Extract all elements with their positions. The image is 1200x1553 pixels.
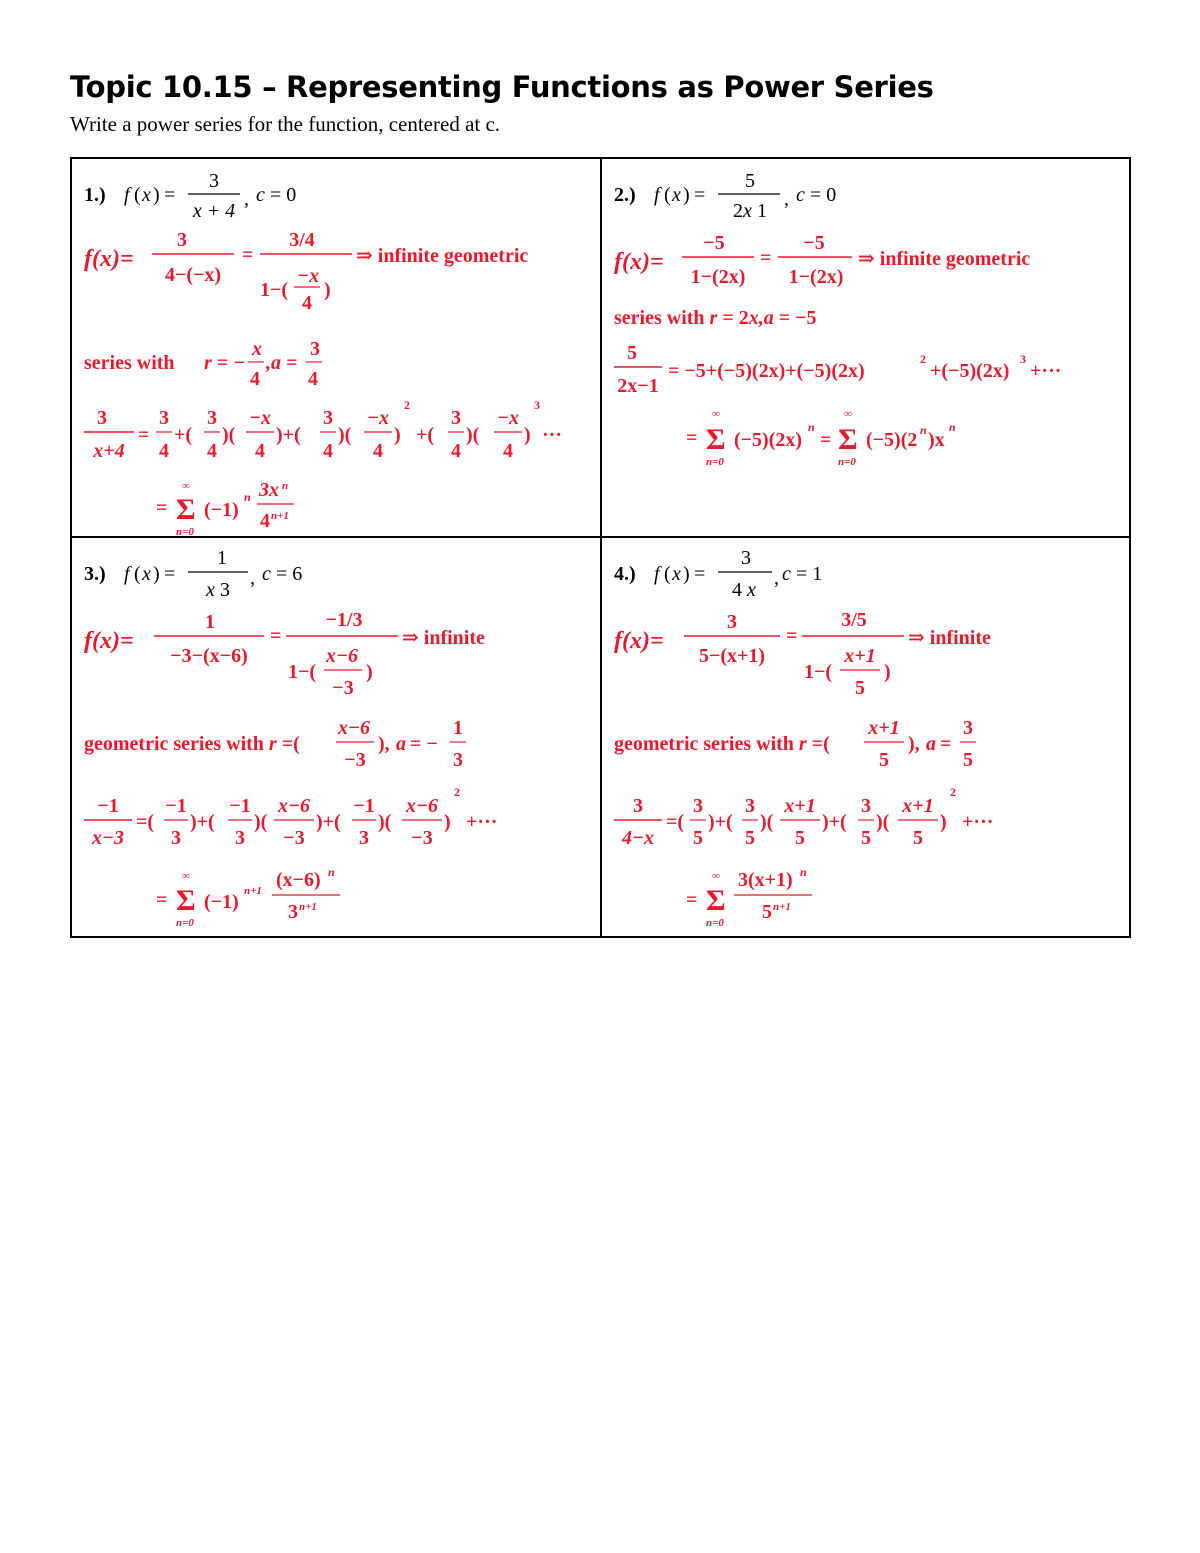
svg-text:5: 5: [762, 901, 772, 923]
svg-text:4: 4: [451, 440, 461, 462]
svg-text:= 0: = 0: [270, 184, 297, 206]
svg-text:(−5)(2: (−5)(2: [866, 429, 918, 451]
problem-3-cell: [72, 538, 600, 936]
svg-text:3: 3: [963, 717, 973, 739]
problem-3-number: 3.): [84, 563, 106, 585]
svg-text:r = −: r = −: [204, 352, 246, 374]
svg-text:x: x: [672, 184, 681, 206]
svg-text:c: c: [796, 184, 805, 206]
problem-4-step3: 3: [633, 795, 643, 817]
svg-text:1: 1: [453, 717, 463, 739]
svg-text:5: 5: [795, 827, 805, 849]
svg-text:n: n: [328, 865, 335, 879]
svg-text:=: =: [164, 184, 176, 206]
instructions: Write a power series for the function, centered at c.: [70, 112, 501, 136]
problem-1-number: 1.): [84, 184, 106, 206]
svg-text:f: f: [124, 563, 130, 585]
svg-text:): ): [394, 424, 401, 446]
svg-text:x−6: x−6: [405, 795, 439, 817]
problem-1-cell: [72, 159, 600, 536]
svg-text:x+1: x+1: [844, 645, 876, 667]
svg-text:2x−1: 2x−1: [617, 375, 659, 397]
svg-text:Σ: Σ: [706, 884, 726, 917]
problem-1-center-c: c: [256, 184, 265, 206]
svg-text:f: f: [654, 563, 660, 585]
problem-4-step1: f(x)=: [614, 628, 664, 654]
svg-text:+···: +···: [1030, 360, 1062, 382]
problem-1-fx: f: [124, 184, 130, 206]
svg-text:4: 4: [503, 440, 513, 462]
svg-text:5: 5: [879, 749, 889, 771]
svg-text:Σ: Σ: [706, 423, 726, 456]
svg-text:−3−(x−6): −3−(x−6): [170, 645, 248, 667]
svg-text:Σ: Σ: [838, 423, 858, 456]
svg-text:4: 4: [260, 510, 270, 532]
svg-text:n+1: n+1: [773, 901, 791, 913]
svg-text:4: 4: [159, 440, 169, 462]
problem-1-step1: f(x)=: [84, 246, 134, 272]
svg-text:(: (: [664, 184, 671, 206]
svg-text:): ): [324, 279, 331, 301]
svg-text:4−(−x): 4−(−x): [164, 264, 222, 286]
svg-text:−5: −5: [703, 232, 725, 254]
svg-text:3: 3: [693, 795, 703, 817]
svg-text:(x−6): (x−6): [276, 869, 321, 891]
problem-4-cell: [602, 538, 1129, 936]
svg-text:(: (: [664, 563, 671, 585]
svg-text:)(: )(: [378, 811, 392, 833]
svg-text:3: 3: [159, 407, 169, 429]
svg-text:)x: )x: [928, 429, 945, 451]
svg-text:,: ,: [244, 188, 249, 210]
svg-text:n: n: [282, 480, 289, 492]
svg-text:a: a: [926, 733, 936, 755]
svg-text:x+1: x+1: [784, 795, 816, 817]
problem-1-step2: series with: [84, 352, 175, 374]
svg-text:)+(: )+(: [822, 811, 847, 833]
svg-text:): ): [366, 661, 373, 683]
svg-text:−x: −x: [366, 407, 390, 429]
svg-text:a: a: [396, 733, 406, 755]
svg-text:−1: −1: [353, 795, 375, 817]
problem-1-step3: 3: [97, 407, 107, 429]
svg-text:)+(: )+(: [316, 811, 341, 833]
problem-2-numerator: 5: [745, 170, 755, 192]
svg-text:Σ: Σ: [176, 493, 196, 526]
svg-text:=: =: [138, 424, 150, 446]
svg-text:3: 3: [727, 611, 737, 633]
problem-4-denominator: 4 x: [732, 579, 756, 601]
svg-text:Σ: Σ: [176, 884, 196, 917]
svg-text:,: ,: [250, 567, 255, 589]
svg-text:x−6: x−6: [325, 645, 359, 667]
svg-text:=: =: [164, 563, 176, 585]
svg-text:−3: −3: [332, 677, 354, 699]
svg-text:3/4: 3/4: [289, 229, 315, 251]
svg-text:−5: −5: [803, 232, 825, 254]
svg-text:=: =: [242, 244, 254, 266]
svg-text:): ): [683, 563, 690, 585]
problem-3-step2: geometric series with r =(: [84, 733, 300, 755]
svg-text:): ): [884, 661, 891, 683]
svg-text:x: x: [142, 563, 151, 585]
svg-text:2: 2: [920, 352, 926, 366]
svg-text:n=0: n=0: [706, 456, 724, 468]
problem-3-numerator: 1: [217, 547, 227, 569]
svg-text:): ): [524, 424, 531, 446]
problem-1-solution: [72, 159, 600, 536]
svg-text:−3: −3: [411, 827, 433, 849]
problem-1-denominator: x + 4: [192, 200, 236, 222]
svg-text:=(: =(: [136, 811, 155, 833]
problem-3-step1-note: ⇒ infinite: [402, 627, 485, 649]
svg-text:=: =: [694, 563, 706, 585]
svg-text:),: ),: [378, 733, 390, 755]
svg-text:−1: −1: [229, 795, 251, 817]
problem-4-step1-note: ⇒ infinite: [908, 627, 991, 649]
svg-text:)(: )(: [466, 424, 480, 446]
svg-text:c: c: [262, 563, 271, 585]
svg-text:=: =: [940, 733, 952, 755]
svg-text:4−x: 4−x: [621, 827, 655, 849]
svg-text:5: 5: [963, 749, 973, 771]
svg-text:−3: −3: [283, 827, 305, 849]
svg-text:3/5: 3/5: [841, 609, 867, 631]
svg-text:,a =: ,a =: [266, 352, 298, 374]
svg-text:n: n: [808, 420, 815, 434]
svg-text:n: n: [949, 420, 956, 434]
svg-text:= 0: = 0: [810, 184, 837, 206]
svg-text:5: 5: [693, 827, 703, 849]
svg-text:x+1: x+1: [868, 717, 900, 739]
svg-text:): ): [153, 184, 160, 206]
svg-text:4: 4: [250, 368, 260, 390]
svg-text:5: 5: [745, 827, 755, 849]
problem-4-step2: geometric series with r =(: [614, 733, 830, 755]
problem-4-numerator: 3: [741, 547, 751, 569]
svg-text:3: 3: [207, 407, 217, 429]
svg-text:,: ,: [774, 567, 779, 589]
problem-1-step1-note: ⇒ infinite geometric: [356, 245, 529, 267]
svg-text:c: c: [782, 563, 791, 585]
svg-text:n=0: n=0: [176, 526, 194, 536]
problem-1-numerator: 3: [209, 170, 219, 192]
svg-text:3: 3: [745, 795, 755, 817]
svg-text:3x: 3x: [259, 479, 279, 501]
svg-text:1−(: 1−(: [804, 661, 833, 683]
svg-text:1: 1: [205, 611, 215, 633]
svg-text:)+(: )+(: [708, 811, 733, 833]
svg-text:f: f: [654, 184, 660, 206]
svg-text:−1: −1: [165, 795, 187, 817]
svg-text:)(: )(: [876, 811, 890, 833]
svg-text:1−(: 1−(: [260, 279, 289, 301]
problem-4-step4: =: [686, 889, 698, 911]
svg-text:)(: )(: [338, 424, 352, 446]
svg-text:)(: )(: [222, 424, 236, 446]
svg-text:3: 3: [310, 338, 320, 360]
svg-text:)(: )(: [254, 811, 268, 833]
svg-text:n+1: n+1: [244, 885, 262, 897]
svg-text:−3: −3: [344, 749, 366, 771]
svg-text:=: =: [694, 184, 706, 206]
svg-text:+(−5)(2x): +(−5)(2x): [930, 360, 1010, 382]
svg-text:4: 4: [207, 440, 217, 462]
problem-2-step2: series with r = 2x,a = −5: [614, 307, 817, 329]
svg-text:3(x+1): 3(x+1): [738, 869, 793, 891]
svg-text:3: 3: [359, 827, 369, 849]
svg-text:x: x: [252, 338, 262, 360]
svg-text:(−1): (−1): [204, 499, 239, 521]
problem-2-step1-note: ⇒ infinite geometric: [858, 248, 1031, 270]
problem-2-step4: =: [686, 427, 698, 449]
problem-3-denominator: x 3: [206, 579, 230, 601]
svg-text:1−(: 1−(: [288, 661, 317, 683]
svg-text:1−(2x): 1−(2x): [788, 266, 844, 288]
svg-text:4: 4: [302, 292, 312, 314]
svg-text:−x: −x: [496, 407, 520, 429]
problem-2-solution: [602, 159, 1129, 536]
problem-3-step4: =: [156, 889, 168, 911]
svg-text:n: n: [920, 423, 927, 437]
svg-text:4: 4: [323, 440, 333, 462]
svg-text:n=0: n=0: [706, 917, 724, 929]
problem-1-fx-arg: (: [134, 184, 141, 206]
svg-text:=: =: [270, 625, 282, 647]
svg-text:5−(x+1): 5−(x+1): [698, 645, 766, 667]
svg-text:5: 5: [855, 677, 865, 699]
svg-text:2: 2: [404, 398, 410, 412]
svg-text:n=0: n=0: [838, 456, 856, 468]
svg-text:n+1: n+1: [299, 901, 317, 913]
svg-text:+···: +···: [466, 811, 498, 833]
svg-text:)(: )(: [760, 811, 774, 833]
svg-text:3: 3: [177, 229, 187, 251]
svg-text:2: 2: [454, 785, 460, 799]
svg-text:(−5)(2x): (−5)(2x): [734, 429, 803, 451]
svg-text:= 6: = 6: [276, 563, 303, 585]
svg-text:2: 2: [950, 785, 956, 799]
svg-text:+(: +(: [416, 424, 435, 446]
svg-text:1−(2x): 1−(2x): [690, 266, 746, 288]
svg-text:)+(: )+(: [276, 424, 301, 446]
svg-text:n: n: [244, 490, 251, 504]
svg-text:=(: =(: [666, 811, 685, 833]
svg-text:3: 3: [534, 398, 540, 412]
svg-text:+(: +(: [174, 424, 193, 446]
svg-text:= −: = −: [410, 733, 438, 755]
svg-text:= 1: = 1: [796, 563, 823, 585]
svg-text:4: 4: [308, 368, 318, 390]
svg-text:···: ···: [542, 424, 563, 446]
problem-3-solution: [72, 538, 600, 936]
problem-3-step1: f(x)=: [84, 628, 134, 654]
svg-text:n=0: n=0: [176, 917, 194, 929]
svg-text:): ): [683, 184, 690, 206]
svg-text:(: (: [134, 563, 141, 585]
svg-text:x−6: x−6: [337, 717, 371, 739]
svg-text:n: n: [800, 865, 807, 879]
svg-text:−x: −x: [297, 265, 320, 287]
svg-text:3: 3: [235, 827, 245, 849]
svg-text:),: ),: [908, 733, 920, 755]
svg-text:∞: ∞: [182, 870, 190, 882]
page-title: Topic 10.15 – Representing Functions as Power Series: [70, 70, 934, 104]
svg-text:)+(: )+(: [190, 811, 215, 833]
svg-text:4: 4: [255, 440, 265, 462]
problem-2-cell: [602, 159, 1129, 536]
svg-text:−1/3: −1/3: [325, 609, 363, 631]
svg-text:x+1: x+1: [902, 795, 934, 817]
svg-text:5: 5: [861, 827, 871, 849]
svg-text:3: 3: [861, 795, 871, 817]
problem-3-step3: −1: [97, 795, 119, 817]
svg-text:): ): [940, 811, 947, 833]
svg-text:−x: −x: [248, 407, 272, 429]
svg-text:=: =: [760, 247, 772, 269]
problem-2-number: 2.): [614, 184, 636, 206]
svg-text:,: ,: [784, 188, 789, 210]
svg-text:∞: ∞: [182, 480, 190, 492]
svg-text:+···: +···: [962, 811, 994, 833]
svg-text:= −5+(−5)(2x)+(−5)(2x): = −5+(−5)(2x)+(−5)(2x): [668, 360, 865, 382]
svg-text:x+4: x+4: [93, 440, 125, 462]
problem-grid: [70, 157, 1131, 938]
svg-text:5: 5: [913, 827, 923, 849]
svg-text:∞: ∞: [712, 870, 720, 882]
svg-text:3: 3: [323, 407, 333, 429]
problem-1-step4: =: [156, 497, 168, 519]
svg-text:(−1): (−1): [204, 891, 239, 913]
svg-text:∞: ∞: [712, 408, 720, 420]
problem-2-step1: f(x)=: [614, 249, 664, 275]
problem-2-denominator: 2x 1: [733, 200, 767, 222]
svg-text:=: =: [820, 429, 832, 451]
svg-text:∞: ∞: [844, 408, 852, 420]
svg-text:n+1: n+1: [271, 510, 289, 522]
svg-text:3: 3: [1020, 352, 1026, 366]
svg-text:x−3: x−3: [91, 827, 125, 849]
svg-text:): ): [444, 811, 451, 833]
svg-text:=: =: [786, 625, 798, 647]
problem-4-solution: [602, 538, 1129, 936]
svg-text:3: 3: [453, 749, 463, 771]
svg-text:x: x: [142, 184, 151, 206]
svg-text:x: x: [672, 563, 681, 585]
problem-2-step3: 5: [627, 342, 637, 364]
svg-text:x−6: x−6: [277, 795, 311, 817]
svg-text:3: 3: [171, 827, 181, 849]
svg-text:3: 3: [451, 407, 461, 429]
svg-text:3: 3: [288, 901, 298, 923]
problem-4-number: 4.): [614, 563, 636, 585]
svg-text:): ): [153, 563, 160, 585]
svg-text:4: 4: [373, 440, 383, 462]
